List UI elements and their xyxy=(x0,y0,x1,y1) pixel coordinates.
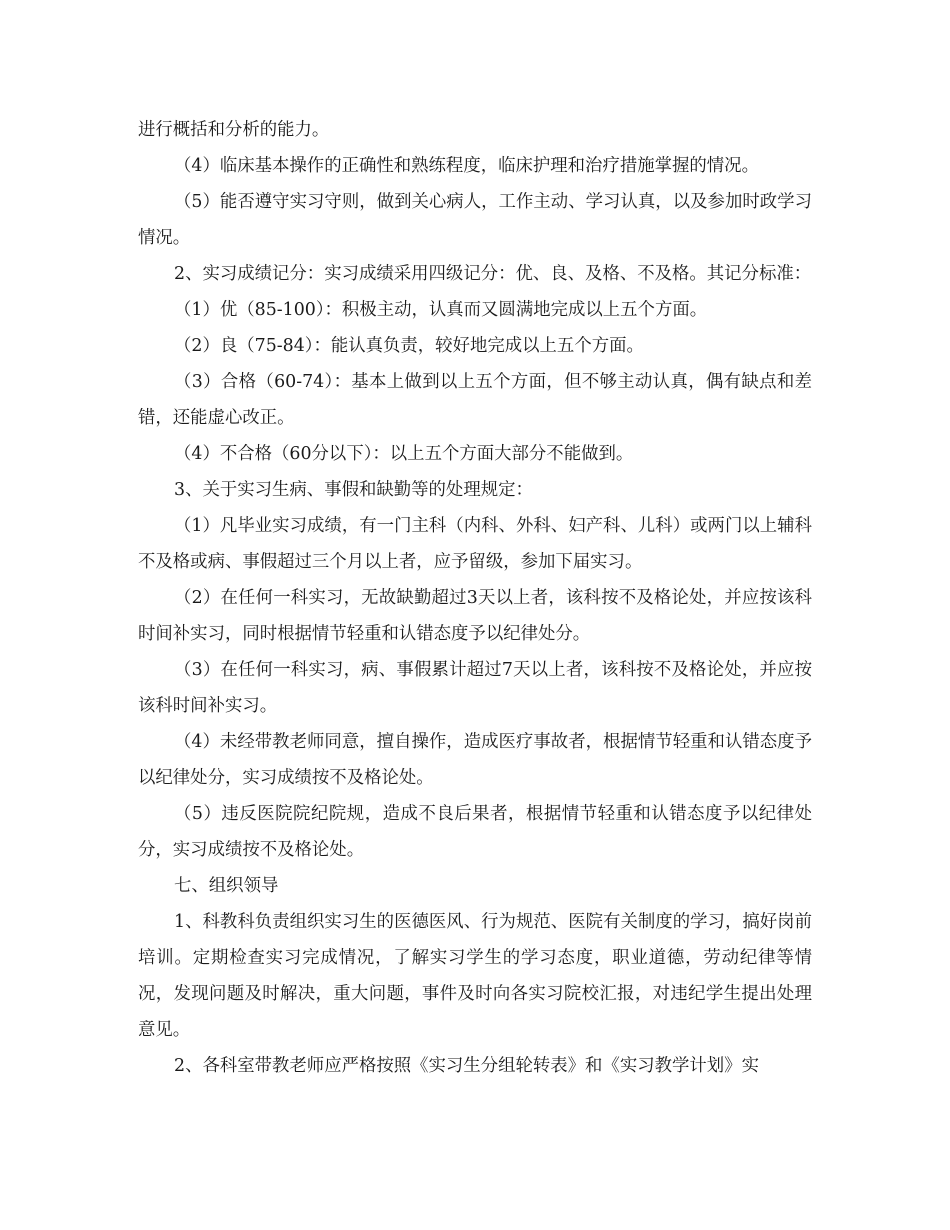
paragraph-continuation: 进行概括和分析的能力。 xyxy=(138,120,330,140)
paragraph-item-5: （5）能否遵守实习守则，做到关心病人，工作主动、学习认真，以及参加时政学习情况。 xyxy=(138,192,812,248)
paragraph-grading-standard: 2、实习成绩记分：实习成绩采用四级记分：优、良、及格、不及格。其记分标准： xyxy=(174,264,812,284)
paragraph-leave-rules: 3、关于实习生病、事假和缺勤等的处理规定： xyxy=(174,480,533,500)
paragraph-rule-2: （2）在任何一科实习，无故缺勤超过3天以上者，该科按不及格论处，并应按该科时间补实习，同时根据情节轻重和认错态度予以纪律处分。 xyxy=(138,588,812,644)
paragraph-item-4: （4）临床基本操作的正确性和熟练程度，临床护理和治疗措施掌握的情况。 xyxy=(174,156,759,176)
paragraph-org-1: 1、科教科负责组织实习生的医德医风、行为规范、医院有关制度的学习，搞好岗前培训。定期检查实习完成情况，了解实习学生的学习态度，职业道德，劳动纪律等情况，发现问题及时解决，重大问题，事件及时向各实习院校汇报，对违纪学生提出处理意见。 xyxy=(138,912,812,1040)
paragraph-grade-pass: （3）合格（60-74）：基本上做到以上五个方面，但不够主动认真，偶有缺点和差错，还能虚心改正。 xyxy=(138,372,812,428)
paragraph-grade-excellent: （1）优（85-100）：积极主动，认真而又圆满地完成以上五个方面。 xyxy=(174,300,708,320)
paragraph-grade-fail: （4）不合格（60分以下）：以上五个方面大部分不能做到。 xyxy=(174,444,634,464)
paragraph-rule-3: （3）在任何一科实习，病、事假累计超过7天以上者，该科按不及格论处，并应按该科时间补实习。 xyxy=(138,660,812,716)
paragraph-rule-1: （1）凡毕业实习成绩，有一门主科（内科、外科、妇产科、儿科）或两门以上辅科不及格或病、事假超过三个月以上者，应予留级，参加下届实习。 xyxy=(138,516,812,572)
paragraph-rule-5: （5）违反医院院纪院规，造成不良后果者，根据情节轻重和认错态度予以纪律处分，实习成绩按不及格论处。 xyxy=(138,804,812,860)
document-body xyxy=(138,112,812,1084)
section-heading-organization: 七、组织领导 xyxy=(174,876,279,896)
paragraph-grade-good: （2）良（75-84）：能认真负责，较好地完成以上五个方面。 xyxy=(174,336,644,356)
paragraph-org-2: 2、各科室带教老师应严格按照《实习生分组轮转表》和《实习教学计划》实 xyxy=(174,1056,759,1076)
paragraph-rule-4: （4）未经带教老师同意，擅自操作，造成医疗事故者，根据情节轻重和认错态度予以纪律处分，实习成绩按不及格论处。 xyxy=(138,732,812,788)
